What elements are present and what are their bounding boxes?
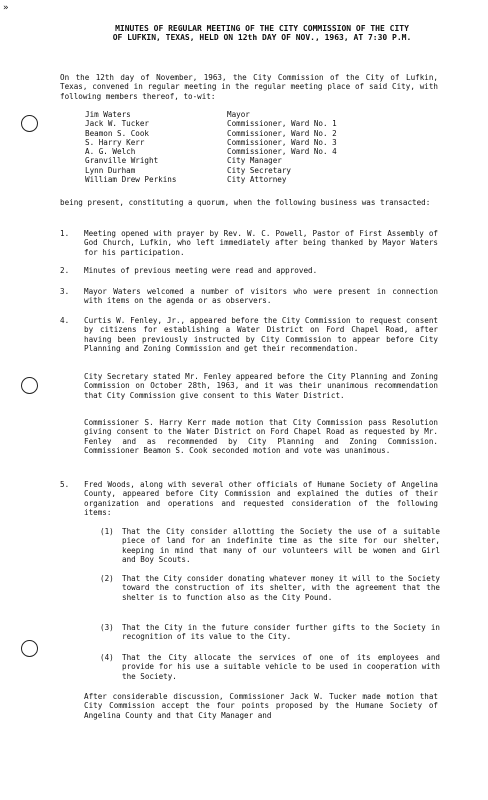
member-name: S. Harry Kerr bbox=[85, 137, 145, 147]
item-number: 3. bbox=[60, 287, 70, 296]
title-line-1: MINUTES OF REGULAR MEETING OF THE CITY COMMISSION OF THE CITY bbox=[115, 24, 409, 33]
item-text: Minutes of previous meeting were read and approved. bbox=[84, 266, 318, 275]
member-row bbox=[85, 129, 337, 138]
member-row bbox=[85, 110, 337, 119]
item-text: Mayor Waters welcomed a number of visitors who were present in connection with items on the agenda or as observers. bbox=[84, 287, 438, 306]
member-title: Commissioner, Ward No. 3 bbox=[227, 137, 337, 147]
item-4-paragraph-3: Commissioner S. Harry Kerr made motion that City Commission pass Resolution giving consent to the Water District on Ford Chapel Road as requested by Mr. Fenley and as recommended by City Planning and Zoning Commission. Commissioner Beamon S. Cook seconded motion and vote was unanimous. bbox=[84, 418, 438, 456]
member-name: A. G. Welch bbox=[85, 147, 136, 157]
item-number: 1. bbox=[60, 229, 70, 238]
member-row bbox=[85, 119, 337, 128]
item-number: 4. bbox=[60, 316, 70, 325]
closing-paragraph: After considerable discussion, Commissioner Jack W. Tucker made motion that City Commission accept the four points proposed by the Humane Society of Angelina County and that City Manager and bbox=[84, 692, 438, 720]
member-row bbox=[85, 147, 337, 156]
member-name: Granville Wright bbox=[85, 156, 159, 166]
subitem-number: (3) bbox=[100, 623, 114, 632]
member-row bbox=[85, 166, 337, 175]
member-title: City Manager bbox=[227, 156, 282, 166]
binder-hole-middle bbox=[21, 377, 38, 394]
quorum-paragraph: being present, constituting a quorum, when the following business was transacted: bbox=[60, 198, 431, 207]
item-number: 5. bbox=[60, 480, 70, 489]
members-roll bbox=[85, 110, 337, 184]
subitem-number: (1) bbox=[100, 527, 114, 536]
subitem-text: That the City consider donating whatever money it will to the Society toward the construction of its shelter, with the agreement that the shelter is to function also as the City Pound. bbox=[122, 574, 440, 602]
member-row bbox=[85, 175, 337, 184]
member-row bbox=[85, 156, 337, 165]
subitem-text: That the City consider allotting the Society the use of a suitable piece of land for an indefinite time as the site for our shelter, keeping in mind that many of our volunteers will be women and Girl and Boy Scouts. bbox=[122, 527, 440, 565]
item-number: 2. bbox=[60, 266, 70, 275]
member-title: Mayor bbox=[227, 110, 250, 119]
title-line-2: OF LUFKIN, TEXAS, HELD ON 12th DAY OF NOV., 1963, AT 7:30 P.M. bbox=[112, 33, 412, 42]
subitem-text: That the City allocate the services of one of its employees and provide for his use a suitable vehicle to be used in cooperation with the Society. bbox=[122, 653, 440, 681]
subitem-number: (2) bbox=[100, 574, 114, 583]
item-4-paragraph-2: City Secretary stated Mr. Fenley appeared before the City Planning and Zoning Commission on October 28th, 1963, and it was their unanimous recommendation that City Commission give consent to this Water District. bbox=[84, 372, 438, 400]
member-title: City Secretary bbox=[227, 165, 292, 175]
item-text: Curtis W. Fenley, Jr., appeared before the City Commission to request consent by citizens for establishing a Water District on Ford Chapel Road, after having been previously instructed by City Commission to appear before City Planning and Zoning Commission and get their recommendation. bbox=[84, 316, 438, 354]
subitem-text: That the City in the future consider further gifts to the Society in recognition of its value to the City. bbox=[122, 623, 440, 642]
corner-mark: » bbox=[3, 3, 9, 13]
subitem-number: (4) bbox=[100, 653, 114, 662]
member-name: Jack W. Tucker bbox=[85, 119, 150, 129]
member-name: Beamon S. Cook bbox=[85, 128, 150, 138]
document-title bbox=[62, 24, 462, 42]
member-row bbox=[85, 138, 337, 147]
item-text: Fred Woods, along with several other officials of Humane Society of Angelina County, appeared before City Commission and explained the duties of their organization and operations and requested consideration of the following items: bbox=[84, 480, 438, 518]
opening-paragraph: On the 12th day of November, 1963, the City Commission of the City of Lufkin, Texas, convened in regular meeting in the regular meeting place of said City, with following members thereof, to-wit: bbox=[60, 73, 443, 101]
member-name: Jim Waters bbox=[85, 110, 131, 119]
member-title: City Attorney bbox=[227, 175, 287, 185]
member-title: Commissioner, Ward No. 1 bbox=[227, 119, 337, 129]
member-name: Lynn Durham bbox=[85, 165, 136, 175]
member-title: Commissioner, Ward No. 2 bbox=[227, 128, 337, 138]
binder-hole-bottom bbox=[21, 640, 38, 657]
binder-hole-top bbox=[21, 115, 38, 132]
member-title: Commissioner, Ward No. 4 bbox=[227, 147, 337, 157]
member-name: William Drew Perkins bbox=[85, 175, 177, 185]
item-text: Meeting opened with prayer by Rev. W. C. Powell, Pastor of First Assembly of God Church, Lufkin, who left immediately after being thanked by Mayor Waters for his participation. bbox=[84, 229, 438, 257]
